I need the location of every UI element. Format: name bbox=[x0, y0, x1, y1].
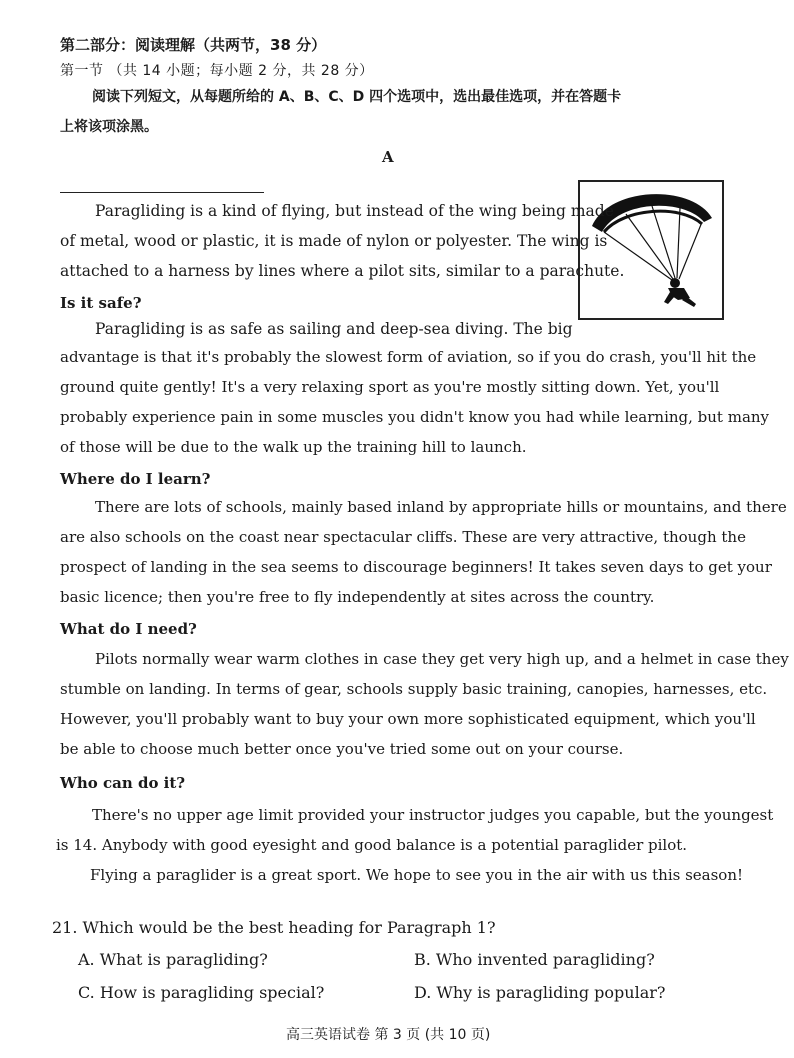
p3-line-2: are also schools on the coast near spectacular cliffs. These are very attractive, though the bbox=[60, 528, 746, 546]
page-footer: 高三英语试卷 第 3 页 (共 10 页) bbox=[286, 1027, 491, 1043]
p5-line-2: is 14. Anybody with good eyesight and good balance is a potential paraglider pilot. bbox=[56, 836, 688, 854]
question-stem: 21. Which would be the best heading for Paragraph 1? bbox=[52, 918, 496, 937]
heading-safe: Is it safe? bbox=[60, 294, 142, 312]
p3-line-3: prospect of landing in the sea seems to discourage beginners! It takes seven days to get your bbox=[60, 558, 772, 576]
section-subtitle: 第一节 （共 14 小题；每小题 2 分，共 28 分） bbox=[60, 63, 374, 79]
heading-need: What do I need? bbox=[60, 620, 197, 638]
p4-line-4: be able to choose much better once you've tried some out on your course. bbox=[60, 740, 624, 758]
p2-line-2: advantage is that it's probably the slowest form of aviation, so if you do crash, you'll hit the bbox=[60, 348, 757, 366]
p5-line-1: There's no upper age limit provided your instructor judges you capable, but the youngest bbox=[92, 806, 774, 824]
heading-learn: Where do I learn? bbox=[60, 470, 211, 488]
passage-label: A bbox=[382, 148, 394, 166]
p2-line-5: of those will be due to the walk up the training hill to launch. bbox=[60, 438, 527, 456]
title-rule bbox=[60, 192, 264, 193]
p4-line-3: However, you'll probably want to buy your own more sophisticated equipment, which you'll bbox=[60, 710, 756, 728]
option-a[interactable]: A. What is paragliding? bbox=[78, 950, 268, 969]
p3-line-4: basic licence; then you're free to fly independently at sites across the country. bbox=[60, 588, 655, 606]
p2-line-1: Paragliding is as safe as sailing and deep-sea diving. The big bbox=[95, 320, 573, 338]
option-d[interactable]: D. Why is paragliding popular? bbox=[414, 983, 666, 1002]
p4-line-2: stumble on landing. In terms of gear, schools supply basic training, canopies, harnesses, etc. bbox=[60, 680, 768, 698]
p1-line-1: Paragliding is a kind of flying, but instead of the wing being made bbox=[95, 202, 614, 220]
p3-line-1: There are lots of schools, mainly based inland by appropriate hills or mountains, and there bbox=[95, 498, 787, 516]
p1-line-3: attached to a harness by lines where a pilot sits, similar to a parachute. bbox=[60, 262, 625, 280]
p2-line-3: ground quite gently! It's a very relaxing sport as you're mostly sitting down. Yet, you'll bbox=[60, 378, 720, 396]
p2-line-4: probably experience pain in some muscles you didn't know you had while learning, but many bbox=[60, 408, 770, 426]
option-c[interactable]: C. How is paragliding special? bbox=[78, 983, 325, 1002]
instruction-line-2: 上将该项涂黑。 bbox=[60, 119, 158, 135]
p4-line-1: Pilots normally wear warm clothes in case they get very high up, and a helmet in case they bbox=[95, 650, 789, 668]
section-title: 第二部分：阅读理解（共两节，38 分） bbox=[60, 36, 327, 54]
heading-who: Who can do it? bbox=[60, 774, 186, 792]
instruction-line-1: 阅读下列短文，从每题所给的 A、B、C、D 四个选项中，选出最佳选项，并在答题卡 bbox=[92, 89, 622, 105]
option-b[interactable]: B. Who invented paragliding? bbox=[414, 950, 655, 969]
p1-line-2: of metal, wood or plastic, it is made of nylon or polyester. The wing is bbox=[60, 232, 608, 250]
p6-line-1: Flying a paraglider is a great sport. We hope to see you in the air with us this season! bbox=[90, 866, 744, 884]
illustration-frame bbox=[578, 180, 724, 320]
